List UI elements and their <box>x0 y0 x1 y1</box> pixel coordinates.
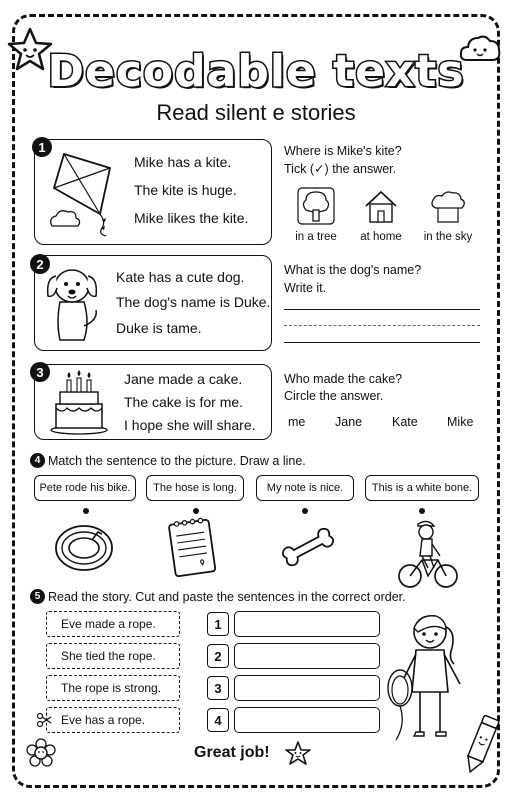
option-me[interactable]: me <box>288 415 306 429</box>
story-1-line-3: Mike likes the kite. <box>134 210 249 226</box>
question-1-line-2: Tick (✓) the answer. <box>284 162 397 176</box>
question-2-line-1: What is the dog's name? <box>284 263 422 277</box>
page-title: Decodable texts <box>47 46 465 97</box>
paste-box-3[interactable] <box>234 675 380 701</box>
question-3-line-2: Circle the answer. <box>284 389 384 403</box>
notepad-icon[interactable] <box>164 516 220 578</box>
match-dot-2[interactable] <box>193 508 199 514</box>
bike-rider-icon[interactable] <box>398 516 458 590</box>
match-dot-4[interactable] <box>419 508 425 514</box>
question-3-line-1: Who made the cake? <box>284 372 403 386</box>
question-1-line-1: Where is Mike's kite? <box>284 144 402 158</box>
match-dot-3[interactable] <box>302 508 308 514</box>
write-line-top[interactable] <box>284 309 480 310</box>
story-2-line-2: The dog's name is Duke. <box>116 294 271 310</box>
paste-box-2[interactable] <box>234 643 380 669</box>
sentence-hose-long[interactable]: The hose is long. <box>146 475 244 501</box>
kite-icon <box>46 148 122 238</box>
story-1-line-1: Mike has a kite. <box>134 154 232 170</box>
cut-sentence-2[interactable]: She tied the rope. <box>46 643 180 669</box>
bone-icon[interactable] <box>280 528 336 566</box>
option-in-a-tree[interactable]: in a tree <box>295 231 337 243</box>
section-number-5: 5 <box>30 589 45 604</box>
story-3-line-1: Jane made a cake. <box>124 371 243 387</box>
great-job-text: Great job! <box>194 744 270 761</box>
order-number-1: 1 <box>207 612 229 636</box>
hose-icon[interactable] <box>52 518 116 574</box>
order-number-2: 2 <box>207 644 229 668</box>
paste-box-1[interactable] <box>234 611 380 637</box>
flower-icon <box>26 738 56 768</box>
cut-sentence-4[interactable]: Eve has a rope. <box>46 707 180 733</box>
option-in-the-sky[interactable]: in the sky <box>423 231 473 243</box>
page-subtitle: Read silent e stories <box>156 100 356 125</box>
pencil-icon <box>462 712 500 778</box>
sentence-pete-rode[interactable]: Pete rode his bike. <box>34 475 136 501</box>
section-5-instruction: Read the story. Cut and paste the sentences in the correct order. <box>48 590 406 604</box>
option-at-home[interactable]: at home <box>360 231 402 243</box>
cut-sentence-1[interactable]: Eve made a rope. <box>46 611 180 637</box>
story-3-line-2: The cake is for me. <box>124 394 244 410</box>
match-dot-1[interactable] <box>83 508 89 514</box>
story-1-line-2: The kite is huge. <box>134 182 237 198</box>
section-number-2: 2 <box>30 254 50 274</box>
cake-icon <box>48 368 110 436</box>
write-line-middle[interactable] <box>284 325 480 326</box>
section-number-4: 4 <box>30 453 45 468</box>
question-2-line-2: Write it. <box>284 281 327 295</box>
write-line-bottom[interactable] <box>284 342 480 343</box>
sky-cloud-icon[interactable] <box>428 186 468 226</box>
paste-box-4[interactable] <box>234 707 380 733</box>
story-2-line-1: Kate has a cute dog. <box>116 269 245 285</box>
story-2-line-3: Duke is tame. <box>116 320 202 336</box>
order-number-4: 4 <box>207 708 229 732</box>
tree-icon[interactable] <box>296 186 336 226</box>
dog-icon <box>42 262 104 346</box>
option-kate[interactable]: Kate <box>392 415 418 429</box>
order-number-3: 3 <box>207 676 229 700</box>
sentence-note-nice[interactable]: My note is nice. <box>256 475 354 501</box>
house-icon[interactable] <box>361 186 401 226</box>
scissors-icon <box>36 712 52 728</box>
section-number-3: 3 <box>30 362 50 382</box>
cut-sentence-3[interactable]: The rope is strong. <box>46 675 180 701</box>
story-3-line-3: I hope she will share. <box>124 417 256 433</box>
smiling-star-icon <box>284 740 312 766</box>
section-4-instruction: Match the sentence to the picture. Draw a line. <box>48 454 306 468</box>
option-mike[interactable]: Mike <box>447 415 474 429</box>
girl-with-rope-icon <box>386 604 470 748</box>
sentence-white-bone[interactable]: This is a white bone. <box>365 475 479 501</box>
section-number-1: 1 <box>32 137 52 157</box>
option-jane[interactable]: Jane <box>335 415 363 429</box>
